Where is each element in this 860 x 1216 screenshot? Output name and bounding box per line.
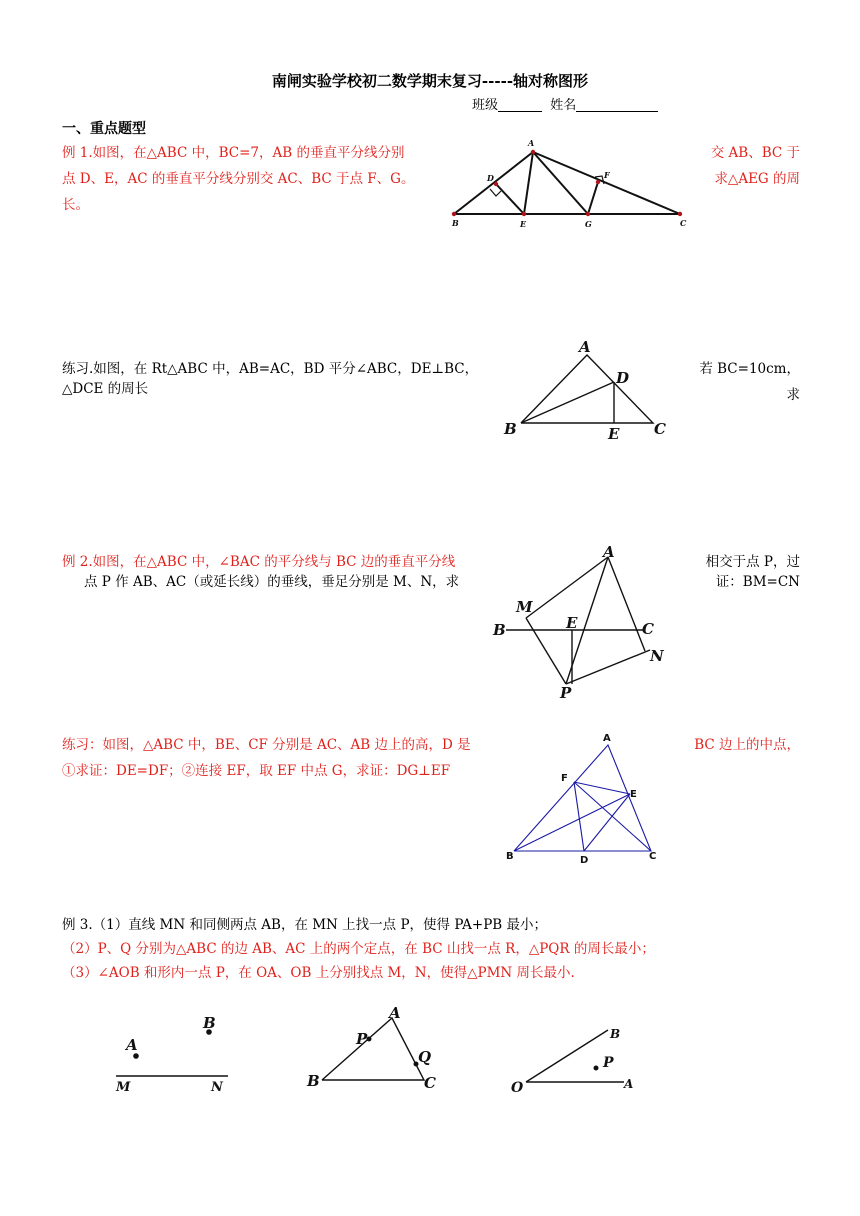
ex2-text-right [690,549,800,595]
practice2-label-a: A [603,733,611,744]
ex3-fig1-label-n: N [211,1080,223,1095]
practice2-text-left [62,732,471,784]
ex2-label-c: C [642,620,654,638]
ex3-fig3-label-b: B [610,1027,621,1041]
ex1-line-1: 例 1.如图，在△ABC 中，BC=7，AB 的垂直平分线分别 [62,145,405,161]
ex2-diagram [490,540,680,702]
practice1-text-left [62,356,478,402]
practice1-line-1: 练习.如图，在 Rt△ABC 中，AB=AC，BD 平分∠ABC，DE⊥BC， [62,361,479,377]
ex2-line-1-text: 例 2.如图，在△ABC 中，∠BAC 的平分线与 BC 边的垂直平分线 [62,554,456,570]
practice1-label-d: D [616,369,630,387]
ex3-figure-1 [108,1010,238,1095]
ex3-fig3-label-p: P [603,1055,614,1071]
practice1-label-b: B [504,420,517,438]
practice2-label-b: B [506,851,514,862]
ex3-fig1-label-m: M [116,1080,131,1095]
ex2-right-1: 相交于点 P，过 [705,554,800,570]
ex3-line-3: （3）∠AOB 和形内一点 P，在 OA、OB 上分别找点 M，N，使得△PMN 周长最小. [62,965,575,981]
ex3-fig3-label-o: O [511,1080,524,1096]
ex2-label-n: N [650,647,664,665]
practice2-label-e: E [630,789,637,800]
page-title: 南闸实验学校初二数学期末复习-----轴对称图形 [271,72,589,90]
ex2-label-a: A [603,543,615,561]
ex2-label-p: P [560,684,572,702]
ex3-figure-2 [300,1004,450,1096]
ex3-fig2-label-b: B [307,1072,320,1090]
practice2-text-right: BC 边上的中点， [694,737,800,753]
ex1-label-a: A [528,138,535,148]
practice1-diagram [498,336,678,446]
ex2-label-e: E [566,614,578,632]
practice2-diagram [498,728,673,868]
practice1-label-a: A [579,338,591,356]
ex1-diagram [440,134,695,230]
ex2-right-2: 证：BM=CN [715,574,800,590]
practice2-line-1: 练习：如图，△ABC 中，BE、CF 分别是 AC、AB 边上的高，D 是 [62,737,471,753]
ex3-fig1-label-a: A [126,1036,138,1054]
section-heading: 一、重点题型 [62,121,146,137]
ex3-fig3-label-a: A [624,1077,634,1091]
ex3-line-2: （2）P、Q 分别为△ABC 的边 AB、AC 上的两个定点，在 BC 山找一点 R，△PQR 的周长最小； [62,941,655,957]
class-name-line [472,94,658,113]
ex1-label-g: G [585,219,592,229]
name-label: 姓名 [550,98,577,113]
ex1-right-2: 求△AEG 的周 [714,171,800,187]
ex1-text-left [62,140,414,218]
practice1-label-c: C [654,420,666,438]
ex3-line-1: 例 3.（1）直线 MN 和同侧两点 AB，在 MN 上找一点 P，使得 PA+PB 最小； [62,917,548,933]
ex1-line-2: 点 D、E，AC 的垂直平分线分别交 AC、BC 于点 F、G。 [62,171,415,187]
ex3-fig2-label-q: Q [418,1048,432,1066]
ex2-text-left [62,549,459,595]
ex1-text-right [702,140,800,192]
name-blank[interactable] [576,97,658,112]
practice1-label-e: E [608,425,620,443]
ex1-label-b: B [452,218,459,228]
practice1-text-right: 若 BC=10cm，求 [699,361,800,403]
ex3-text [62,912,655,986]
practice2-label-f: F [561,773,568,784]
ex3-fig1-label-b: B [203,1014,216,1032]
class-label: 班级 [472,98,499,113]
ex3-figure-3 [506,1020,646,1100]
practice2-line-2: ①求证：DE=DF；②连接 EF，取 EF 中点 G，求证：DG⊥EF [62,763,451,779]
ex3-fig2-label-p: P [356,1030,368,1048]
class-blank[interactable] [498,97,542,112]
ex2-label-b: B [493,621,506,639]
ex1-label-e: E [520,219,527,229]
practice2-label-d: D [580,855,589,866]
ex1-right-1: 交 AB、BC 于 [710,145,800,161]
ex1-label-f: F [604,170,610,180]
practice2-label-c: C [649,851,657,862]
ex1-label-d: D [487,173,494,183]
ex1-label-c: C [680,218,687,228]
ex2-label-m: M [516,598,533,616]
ex1-line-3: 长。 [62,197,89,213]
practice1-line-2: △DCE 的周长 [62,381,149,397]
ex3-fig2-label-a: A [389,1004,401,1022]
ex3-fig2-label-c: C [424,1074,436,1092]
ex2-line-2: 点 P 作 AB、AC（或延长线）的垂线，垂足分别是 M、N，求 [84,574,460,590]
